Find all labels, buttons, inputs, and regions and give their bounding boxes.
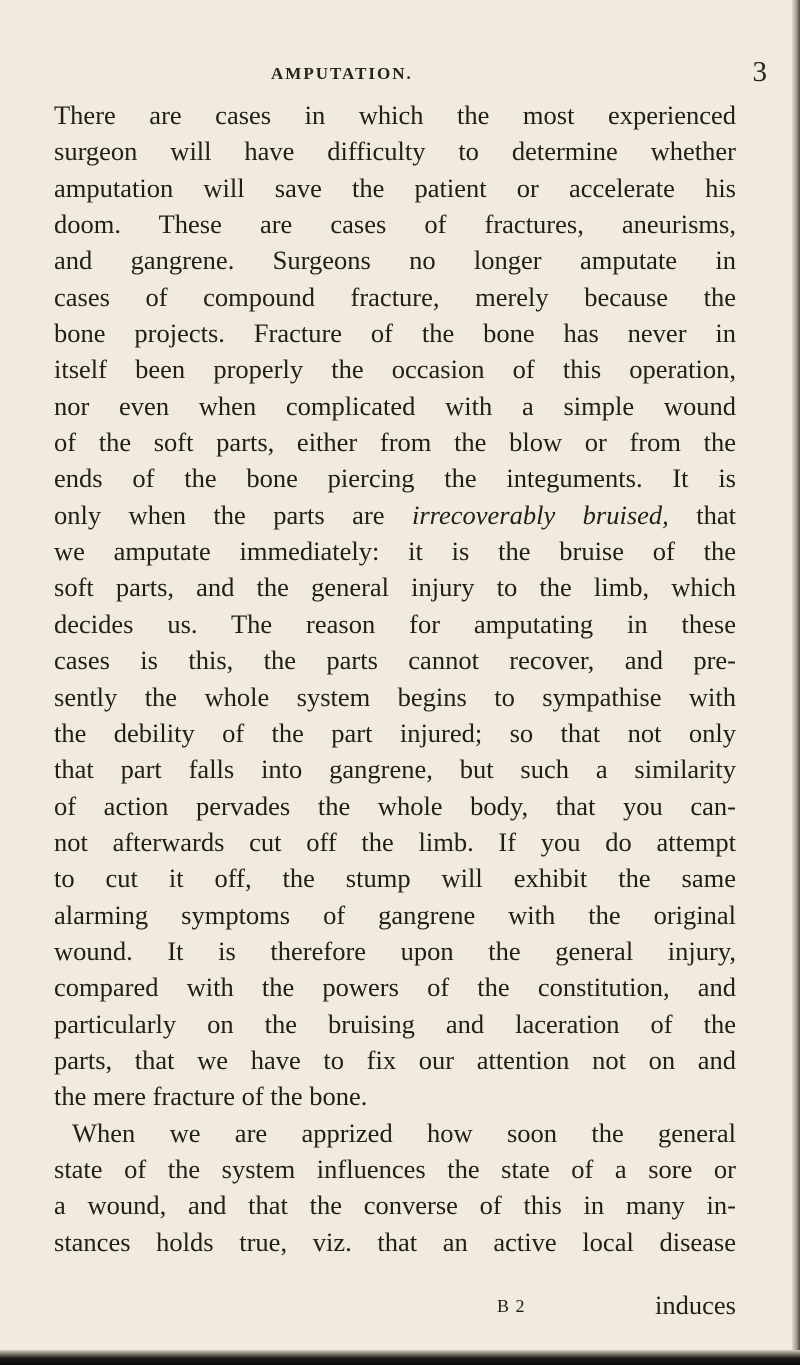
text-line: cases is this, the parts cannot recover, and pre-	[54, 645, 736, 676]
page-footer	[54, 1290, 736, 1320]
text-line: we amputate immediately: it is the bruise of the	[54, 536, 736, 567]
text-line: sently the whole system begins to sympathise with	[54, 681, 736, 712]
line-text-before-emphasis: only when the parts are	[54, 499, 412, 530]
text-line: nor even when complicated with a simple wound	[54, 390, 736, 421]
text-line: itself been properly the occasion of this operation,	[54, 354, 736, 385]
text-line: ends of the bone piercing the integuments. It is	[54, 463, 736, 494]
text-line: compared with the powers of the constitution, and	[54, 972, 736, 1003]
text-line: soft parts, and the general injury to the limb, which	[54, 572, 736, 603]
text-line: a wound, and that the converse of this in many in-	[54, 1190, 736, 1221]
text-line: state of the system influences the state of a sore or	[54, 1153, 736, 1184]
body-text	[54, 97, 736, 1260]
text-line: the debility of the part injured; so that not only	[54, 717, 736, 748]
page-number: 3	[752, 56, 767, 88]
line-text-after-emphasis: that	[668, 499, 736, 530]
page-edge-shadow	[792, 0, 800, 1365]
text-line: particularly on the bruising and laceration of the	[54, 1008, 736, 1039]
text-line: not afterwards cut off the limb. If you do attempt	[54, 826, 736, 857]
text-line: wound. It is therefore upon the general injury,	[54, 935, 736, 966]
text-line: and gangrene. Surgeons no longer amputate in	[54, 245, 736, 276]
text-line: There are cases in which the most experienced	[54, 100, 736, 130]
running-head: AMPUTATION.	[271, 64, 413, 83]
text-line: of the soft parts, either from the blow or from the	[54, 427, 736, 458]
text-line: parts, that we have to fix our attention not on and	[54, 1044, 736, 1075]
page-header	[75, 56, 773, 92]
text-line: that part falls into gangrene, but such a similarity	[54, 754, 736, 785]
text-line: surgeon will have difficulty to determine whether	[54, 136, 736, 167]
emphasized-phrase: irrecoverably bruised,	[411, 499, 669, 530]
text-line: stances holds true, viz. that an active local disease	[54, 1226, 736, 1257]
text-line-with-emphasis	[54, 497, 736, 533]
text-line: of action pervades the whole body, that you can-	[54, 790, 736, 821]
text-line: doom. These are cases of fractures, aneurisms,	[54, 209, 736, 240]
catchword: induces	[655, 1290, 736, 1320]
paragraph-first-line: When we are apprized how soon the general	[72, 1117, 736, 1148]
text-line: decides us. The reason for amputating in these	[54, 608, 736, 639]
text-line: bone projects. Fracture of the bone has never in	[54, 318, 736, 349]
text-line: cases of compound fracture, merely because the	[54, 281, 736, 312]
text-line: amputation will save the patient or accelerate his	[54, 172, 736, 203]
signature-mark: B 2	[497, 1296, 526, 1316]
text-line: to cut it off, the stump will exhibit the same	[54, 863, 736, 894]
text-line: alarming symptoms of gangrene with the original	[54, 899, 736, 930]
scan-bottom-edge	[0, 1350, 800, 1365]
paragraph-last-line: the mere fracture of the bone.	[54, 1081, 368, 1112]
